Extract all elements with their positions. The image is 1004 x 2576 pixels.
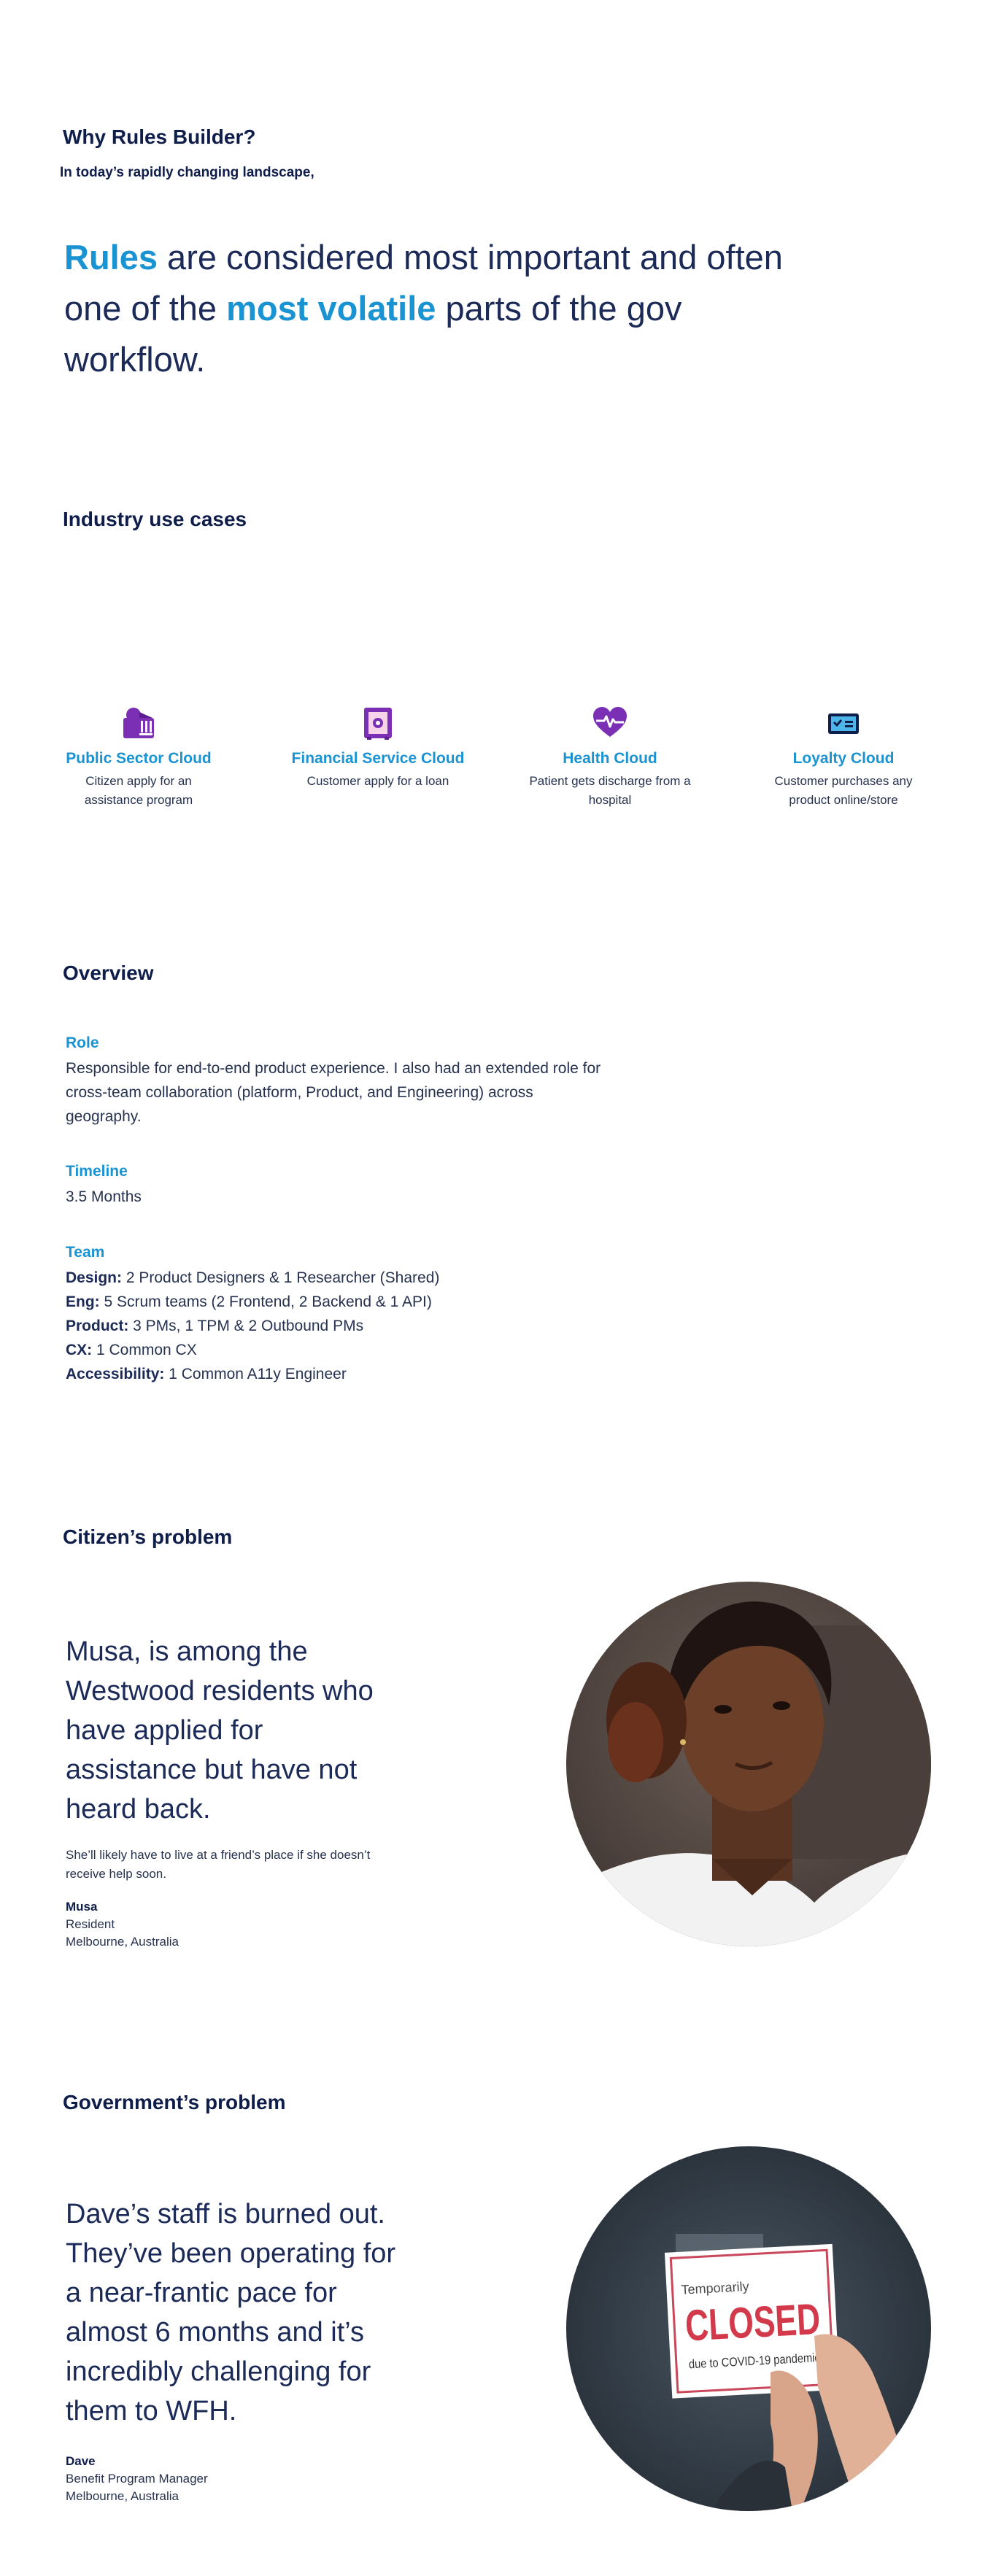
- government-building-icon: [120, 705, 157, 741]
- citizen-attribution: [66, 1898, 179, 1951]
- why-subheading: In today’s rapidly changing landscape,: [60, 165, 314, 180]
- citizen-location: Melbourne, Australia: [66, 1935, 179, 1949]
- overview-heading: Overview: [63, 962, 154, 984]
- team-cx: CX: 1 Common CX: [66, 1342, 197, 1358]
- citizen-quote: Musa, is among the Westwood residents who have applied for assistance but have not heard back.: [66, 1636, 374, 1825]
- usecase-public-sector: [29, 705, 248, 810]
- team-list: [66, 1266, 649, 1386]
- government-heading: Government’s problem: [63, 2091, 286, 2113]
- usecase-title: Loyalty Cloud: [792, 750, 895, 767]
- usecase-financial-service: [269, 705, 487, 791]
- usecase-title: Health Cloud: [563, 750, 657, 767]
- role-text: Responsible for end-to-end product experience. I also had an extended role for cross-team collaboration (platform, Product, and Engineering) across geography.: [66, 1060, 601, 1125]
- government-attribution: [66, 2453, 208, 2505]
- citizen-portrait: [566, 1582, 931, 1946]
- team-accessibility: Accessibility: 1 Common A11y Engineer: [66, 1366, 347, 1382]
- safe-icon: [360, 705, 396, 741]
- sign-reason: due to COVID-19 pandemic: [688, 2349, 842, 2372]
- hero-highlight-rules: Rules: [64, 238, 158, 276]
- citizen-name: Musa: [66, 1900, 98, 1914]
- citizen-role: Resident: [66, 1917, 115, 1931]
- hero-text-2: parts of the gov workflow.: [64, 289, 682, 379]
- closed-sign-photo: [566, 2146, 931, 2511]
- role-label: Role: [66, 1034, 99, 1051]
- usecase-desc: Customer purchases any product online/store: [774, 774, 913, 807]
- usecase-title: Public Sector Cloud: [66, 750, 212, 767]
- usecase-loyalty: [734, 705, 953, 810]
- citizen-heading: Citizen’s problem: [63, 1525, 233, 1548]
- sign-temporarily: Temporarily: [681, 2278, 750, 2297]
- government-role: Benefit Program Manager: [66, 2472, 208, 2486]
- team-label: Team: [66, 1244, 105, 1261]
- timeline-text: 3.5 Months: [66, 1188, 142, 1205]
- heart-pulse-icon: [592, 705, 628, 741]
- usecase-desc: Patient gets discharge from a hospital: [529, 774, 691, 807]
- team-design: Design: 2 Product Designers & 1 Researcher (Shared): [66, 1269, 440, 1286]
- why-heading: Why Rules Builder?: [63, 125, 256, 148]
- citizen-note: She’ll likely have to live at a friend’s place if she doesn’t receive help soon.: [66, 1848, 371, 1881]
- industry-heading: Industry use cases: [63, 508, 247, 530]
- loyalty-card-icon: [825, 705, 862, 741]
- hero-statement: [64, 232, 794, 385]
- government-quote: Dave’s staff is burned out. They’ve been operating for a near-frantic pace for almost 6 months and it’s incredibly challenging for them to WFH.: [66, 2199, 396, 2426]
- usecase-desc: Citizen apply for an assistance program: [84, 774, 193, 807]
- usecase-health: [501, 705, 719, 810]
- usecase-desc: Customer apply for a loan: [306, 774, 449, 788]
- sign-closed: CLOSED: [684, 2291, 869, 2351]
- team-product: Product: 3 PMs, 1 TPM & 2 Outbound PMs: [66, 1318, 364, 1334]
- government-name: Dave: [66, 2454, 96, 2468]
- timeline-label: Timeline: [66, 1163, 128, 1180]
- hero-highlight-volatile: most volatile: [226, 289, 436, 328]
- hero-text-1: are considered most important and often one of the: [64, 238, 783, 328]
- government-location: Melbourne, Australia: [66, 2489, 179, 2503]
- team-eng: Eng: 5 Scrum teams (2 Frontend, 2 Backend & 1 API): [66, 1293, 432, 1310]
- usecase-title: Financial Service Cloud: [291, 750, 465, 767]
